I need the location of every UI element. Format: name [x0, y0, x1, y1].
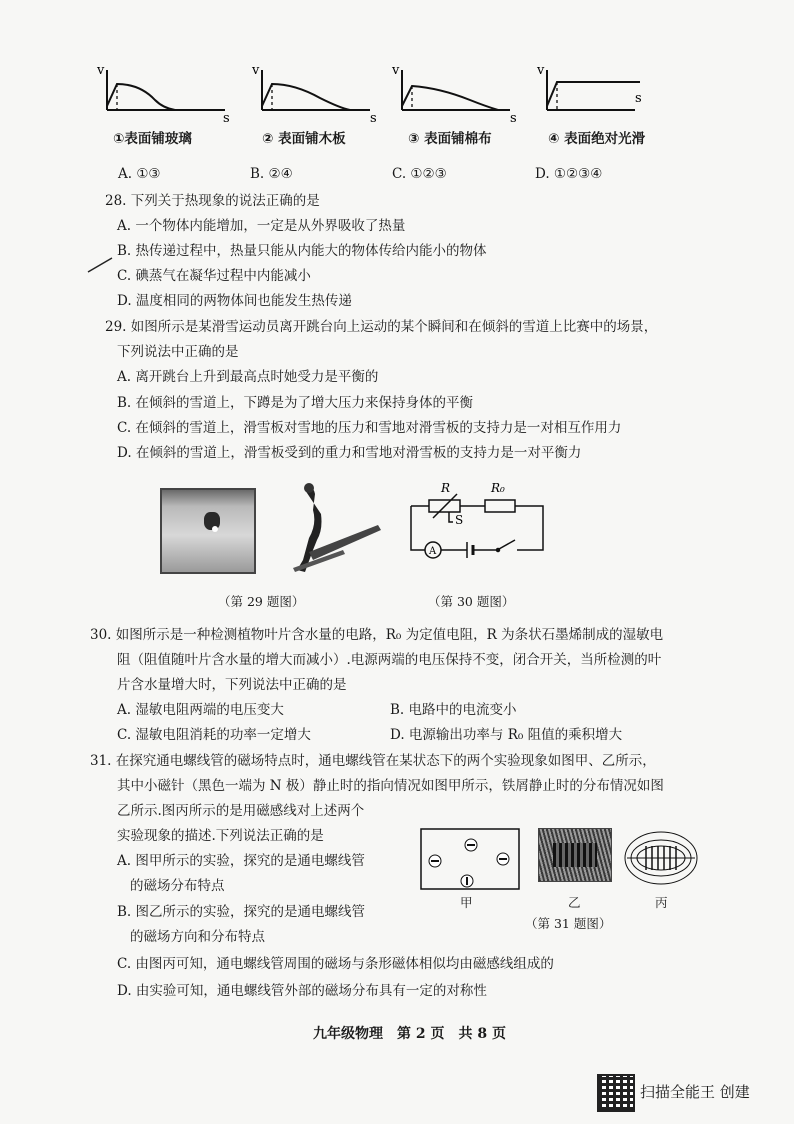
- q28-stem: 28. 下列关于热现象的说法正确的是: [105, 193, 320, 209]
- graph1-s: s: [223, 111, 230, 122]
- graph3-v: v: [392, 63, 400, 78]
- q30-option-c: C. 湿敏电阻消耗的功率一定增大: [117, 727, 311, 743]
- fig31-yi: [538, 828, 612, 882]
- fig31-label-bing: 丙: [655, 895, 668, 910]
- q31-option-b-1: B. 图乙所示的实验，探究的是通电螺线管: [117, 904, 366, 920]
- q29-option-b: B. 在倾斜的雪道上，下蹲是为了增大压力来保持身体的平衡: [117, 395, 474, 411]
- q30-stem-1: 30. 如图所示是一种检测植物叶片含水量的电路，R₀ 为定值电阻，R 为条状石墨烯制成的湿敏电: [90, 627, 664, 643]
- q31-option-b-2: 的磁场方向和分布特点: [130, 929, 265, 945]
- q28-option-a: A. 一个物体内能增加，一定是从外界吸收了热量: [117, 218, 406, 234]
- graph4-v: v: [537, 63, 545, 78]
- fig31-label-yi: 乙: [568, 895, 581, 910]
- q29-option-c: C. 在倾斜的雪道上，滑雪板对雪地的压力和雪地对滑雪板的支持力是一对相互作用力: [117, 420, 622, 436]
- q31-stem-1: 31. 在探究通电螺线管的磁场特点时，通电螺线管在某状态下的两个实验现象如图甲、乙所示，: [90, 753, 656, 769]
- graph3-s: s: [510, 111, 517, 122]
- q28-option-d: D. 温度相同的两物体间也能发生热传递: [117, 293, 352, 309]
- q31-option-a-2: 的磁场分布特点: [130, 878, 225, 894]
- qr-code-icon: [597, 1074, 635, 1112]
- graph1-v: v: [97, 63, 105, 78]
- fig31-jia: [415, 825, 523, 895]
- fig30-label-a: A: [429, 546, 437, 557]
- q31-option-a-1: A. 图甲所示的实验，探究的是通电螺线管: [117, 853, 365, 869]
- q27-option-b: B. ②④: [250, 166, 293, 182]
- q30-stem-3: 片含水量增大时，下列说法中正确的是: [117, 677, 347, 693]
- q31-option-c: C. 由图丙可知，通电螺线管周围的磁场与条形磁体相似均由磁感线组成的: [117, 956, 554, 972]
- vs-graphs: [95, 62, 655, 122]
- fig30-label-r: R: [441, 481, 451, 495]
- q31-stem-3: 乙所示.图丙所示的是用磁感线对上述两个: [117, 803, 365, 819]
- fig29-caption: （第 29 题图）: [218, 594, 305, 609]
- q29-stem-2: 下列说法中正确的是: [117, 344, 239, 360]
- fig31-caption: （第 31 题图）: [525, 916, 612, 931]
- fig31-bing: [622, 830, 700, 886]
- q29-stem-1: 29. 如图所示是某滑雪运动员离开跳台向上运动的某个瞬间和在倾斜的雪道上比赛中的场景，: [105, 319, 658, 335]
- fig31-label-jia: 甲: [460, 895, 473, 910]
- pencil-mark: [86, 255, 116, 275]
- graph-glass: [107, 70, 225, 110]
- q27-option-a: A. ①③: [118, 166, 161, 182]
- graph-label-1: ①表面铺玻璃: [113, 131, 192, 147]
- q31-option-d: D. 由实验可知，通电螺线管外部的磁场分布具有一定的对称性: [117, 983, 487, 999]
- q28-option-c: C. 碘蒸气在凝华过程中内能减小: [117, 268, 311, 284]
- scanner-watermark: 扫描全能王 创建: [640, 1083, 750, 1101]
- graph-label-3: ③ 表面铺棉布: [408, 131, 492, 147]
- graph-wood: [262, 70, 370, 110]
- graph-smooth: [547, 70, 640, 110]
- graph-cotton: [402, 70, 510, 110]
- q27-option-d: D. ①②③④: [535, 166, 603, 182]
- q31-stem-4: 实验现象的描述.下列说法正确的是: [117, 828, 324, 844]
- fig30-label-s: S: [455, 513, 464, 527]
- graph-label-4: ④ 表面绝对光滑: [548, 131, 646, 147]
- q29-option-d: D. 在倾斜的雪道上，滑雪板受到的重力和雪地对滑雪板的支持力是一对平衡力: [117, 445, 582, 461]
- q30-option-d: D. 电源输出功率与 R₀ 阻值的乘积增大: [390, 727, 623, 743]
- q30-option-a: A. 湿敏电阻两端的电压变大: [117, 702, 284, 718]
- q31-stem-2: 其中小磁针（黑色一端为 N 极）静止时的指向情况如图甲所示，铁屑静止时的分布情况如图: [117, 778, 664, 794]
- q30-stem-2: 阻（阻值随叶片含水量的增大而减小）.电源两端的电压保持不变，闭合开关，当所检测的叶: [117, 652, 662, 668]
- page-footer: 九年级物理 第 2 页 共 8 页: [313, 1026, 506, 1042]
- q28-option-b: B. 热传递过程中，热量只能从内能大的物体传给内能小的物体: [117, 243, 487, 259]
- graph4-s: s: [635, 91, 642, 106]
- q29-option-a: A. 离开跳台上升到最高点时她受力是平衡的: [117, 369, 379, 385]
- fig30-circuit: [405, 478, 550, 578]
- fig29-skier-photo: [283, 480, 383, 575]
- fig30-caption: （第 30 题图）: [428, 594, 515, 609]
- graph2-v: v: [252, 63, 260, 78]
- graph-label-2: ② 表面铺木板: [262, 131, 346, 147]
- q27-option-c: C. ①②③: [392, 166, 447, 182]
- fig30-label-r0: R₀: [491, 481, 505, 495]
- fig29-photo-1: [160, 488, 256, 574]
- q30-option-b: B. 电路中的电流变小: [390, 702, 517, 718]
- graph2-s: s: [370, 111, 377, 122]
